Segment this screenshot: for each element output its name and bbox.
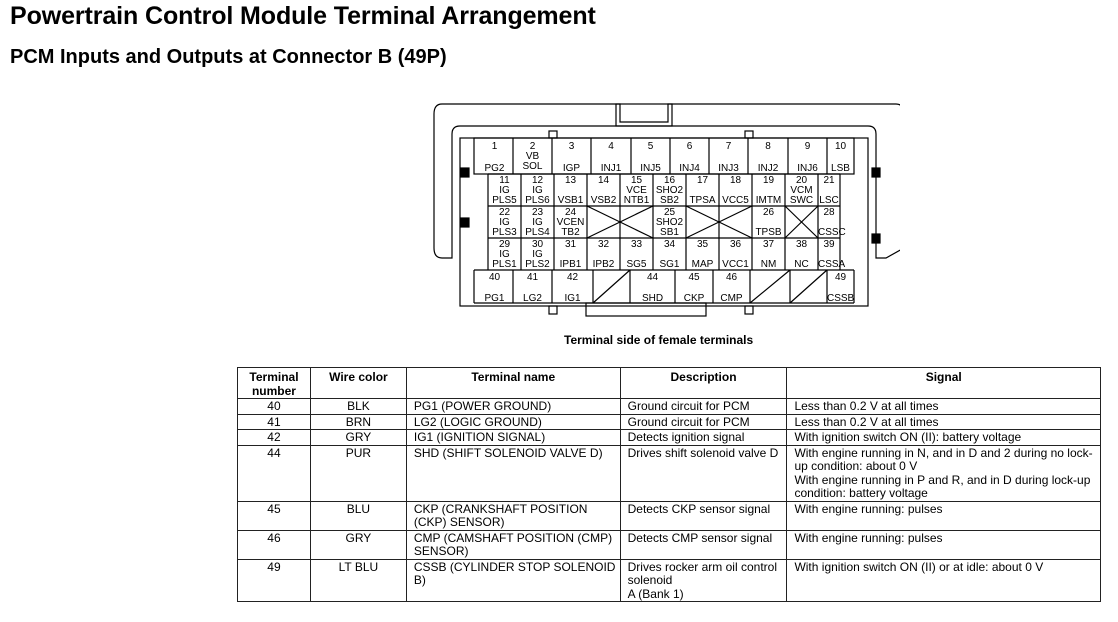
terminal-26: 26 TPSB — [755, 207, 782, 238]
terminal-5: 5 INJ5 — [640, 141, 661, 174]
terminal-18: 18 VCC5 — [722, 175, 749, 206]
terminal-42: 42 IG1 — [564, 272, 581, 304]
cell-wire-color: BLU — [310, 501, 406, 530]
terminal-14: 14 VSB2 — [590, 175, 617, 206]
terminal-29: 29 IG PLS1 — [492, 239, 517, 270]
cell-description: Ground circuit for PCM — [620, 414, 787, 430]
cell-signal: With ignition switch ON (II): battery voltage — [787, 430, 1101, 446]
table-row — [238, 445, 1101, 501]
terminal-39: 39 CSSA — [818, 239, 846, 270]
cell-terminal-name: CKP (CRANKSHAFT POSITION (CKP) SENSOR) — [406, 501, 620, 530]
terminal-34: 34 SG1 — [659, 239, 680, 270]
table-header-row — [238, 368, 1101, 399]
page-title: Powertrain Control Module Terminal Arrangement — [10, 2, 596, 30]
cell-description: Drives shift solenoid valve D — [620, 445, 787, 501]
terminal-25: 25 SHO2 SB1 — [655, 207, 684, 238]
cell-signal: With engine running: pulses — [787, 501, 1101, 530]
table-row — [238, 559, 1101, 602]
cell-terminal-name: CSSB (CYLINDER STOP SOLENOID B) — [406, 559, 620, 602]
terminal-1: 1 PG2 — [484, 141, 505, 174]
terminal-45: 45 CKP — [683, 272, 705, 304]
terminal-40: 40 PG1 — [484, 272, 505, 304]
terminal-3: 3 IGP — [562, 141, 581, 174]
terminal-15: 15 VCE NTB1 — [623, 175, 650, 206]
cell-wire-color: LT BLU — [310, 559, 406, 602]
cell-description: Ground circuit for PCM — [620, 399, 787, 415]
cell-wire-color: GRY — [310, 530, 406, 559]
terminal-23: 23 IG PLS4 — [525, 207, 550, 238]
cell-signal: With ignition switch ON (II) or at idle: about 0 V — [787, 559, 1101, 602]
terminal-7: 7 INJ3 — [718, 141, 739, 174]
terminal-38: 38 NC — [794, 239, 809, 270]
cell-wire-color: GRY — [310, 430, 406, 446]
terminal-35: 35 MAP — [691, 239, 714, 270]
terminal-24: 24 VCEN TB2 — [556, 207, 585, 238]
terminal-6: 6 INJ4 — [679, 141, 700, 174]
terminal-22: 22 IG PLS3 — [492, 207, 517, 238]
terminal-46: 46 CMP — [720, 272, 743, 304]
diagram-caption: Terminal side of female terminals — [564, 333, 754, 347]
table-row — [238, 399, 1101, 415]
terminal-21: 21 LSC — [819, 175, 839, 206]
connector-diagram — [430, 98, 900, 320]
cell-terminal-name: LG2 (LOGIC GROUND) — [406, 414, 620, 430]
terminal-4: 4 INJ1 — [600, 141, 622, 174]
cell-description: Detects ignition signal — [620, 430, 787, 446]
cell-description: Detects CMP sensor signal — [620, 530, 787, 559]
cell-terminal: 44 — [238, 445, 311, 501]
cell-terminal: 45 — [238, 501, 311, 530]
header-description: Description — [620, 368, 787, 399]
terminal-32: 32 IPB2 — [592, 239, 615, 270]
terminal-49: 49 CSSB — [827, 272, 855, 304]
terminal-20: 20 VCM SWC — [789, 175, 814, 206]
terminal-table — [237, 367, 1101, 602]
terminal-33: 33 SG5 — [626, 239, 647, 270]
header-terminal-number: Terminal number — [238, 368, 311, 399]
cell-wire-color: PUR — [310, 445, 406, 501]
cell-description: Drives rocker arm oil control solenoid A (Bank 1) — [620, 559, 787, 602]
cell-signal: With engine running in N, and in D and 2 during no lock-up condition: about 0 V With engine running in P and R, and in D during lock-up condition: battery voltage — [787, 445, 1101, 501]
cell-terminal: 46 — [238, 530, 311, 559]
terminal-2: 2 VB SOL — [522, 141, 543, 172]
cell-terminal: 40 — [238, 399, 311, 415]
header-signal: Signal — [787, 368, 1101, 399]
terminal-28: 28 CSSC — [818, 207, 846, 238]
terminal-41: 41 LG2 — [523, 272, 542, 304]
terminal-8: 8 INJ2 — [757, 141, 779, 174]
terminal-31: 31 IPB1 — [559, 239, 582, 270]
cell-terminal: 41 — [238, 414, 311, 430]
table-row — [238, 430, 1101, 446]
page-subtitle: PCM Inputs and Outputs at Connector B (49P) — [10, 46, 447, 68]
cell-signal: Less than 0.2 V at all times — [787, 399, 1101, 415]
terminal-11: 11 IG PLS5 — [492, 175, 517, 206]
terminal-44: 44 SHD — [641, 272, 664, 304]
terminal-37: 37 NM — [760, 239, 777, 270]
terminal-36: 36 VCC1 — [722, 239, 749, 270]
header-wire-color: Wire color — [310, 368, 406, 399]
cell-terminal-name: IG1 (IGNITION SIGNAL) — [406, 430, 620, 446]
terminal-10: 10 LSB — [831, 141, 850, 174]
terminal-19: 19 IMTM — [755, 175, 782, 206]
cell-description: Detects CKP sensor signal — [620, 501, 787, 530]
table-row — [238, 530, 1101, 559]
cell-terminal-name: PG1 (POWER GROUND) — [406, 399, 620, 415]
cell-signal: Less than 0.2 V at all times — [787, 414, 1101, 430]
terminal-30: 30 IG PLS2 — [525, 239, 550, 270]
terminal-16: 16 SHO2 SB2 — [655, 175, 684, 206]
cell-terminal: 49 — [238, 559, 311, 602]
table-row — [238, 414, 1101, 430]
cell-signal: With engine running: pulses — [787, 530, 1101, 559]
terminal-9: 9 INJ6 — [797, 141, 818, 174]
cell-terminal-name: CMP (CAMSHAFT POSITION (CMP) SENSOR) — [406, 530, 620, 559]
cell-wire-color: BLK — [310, 399, 406, 415]
terminal-12: 12 IG PLS6 — [525, 175, 550, 206]
cell-terminal: 42 — [238, 430, 311, 446]
cell-terminal-name: SHD (SHIFT SOLENOID VALVE D) — [406, 445, 620, 501]
header-terminal-name: Terminal name — [406, 368, 620, 399]
terminal-17: 17 TPSA — [689, 175, 716, 206]
cell-wire-color: BRN — [310, 414, 406, 430]
table-row — [238, 501, 1101, 530]
terminal-13: 13 VSB1 — [557, 175, 584, 206]
